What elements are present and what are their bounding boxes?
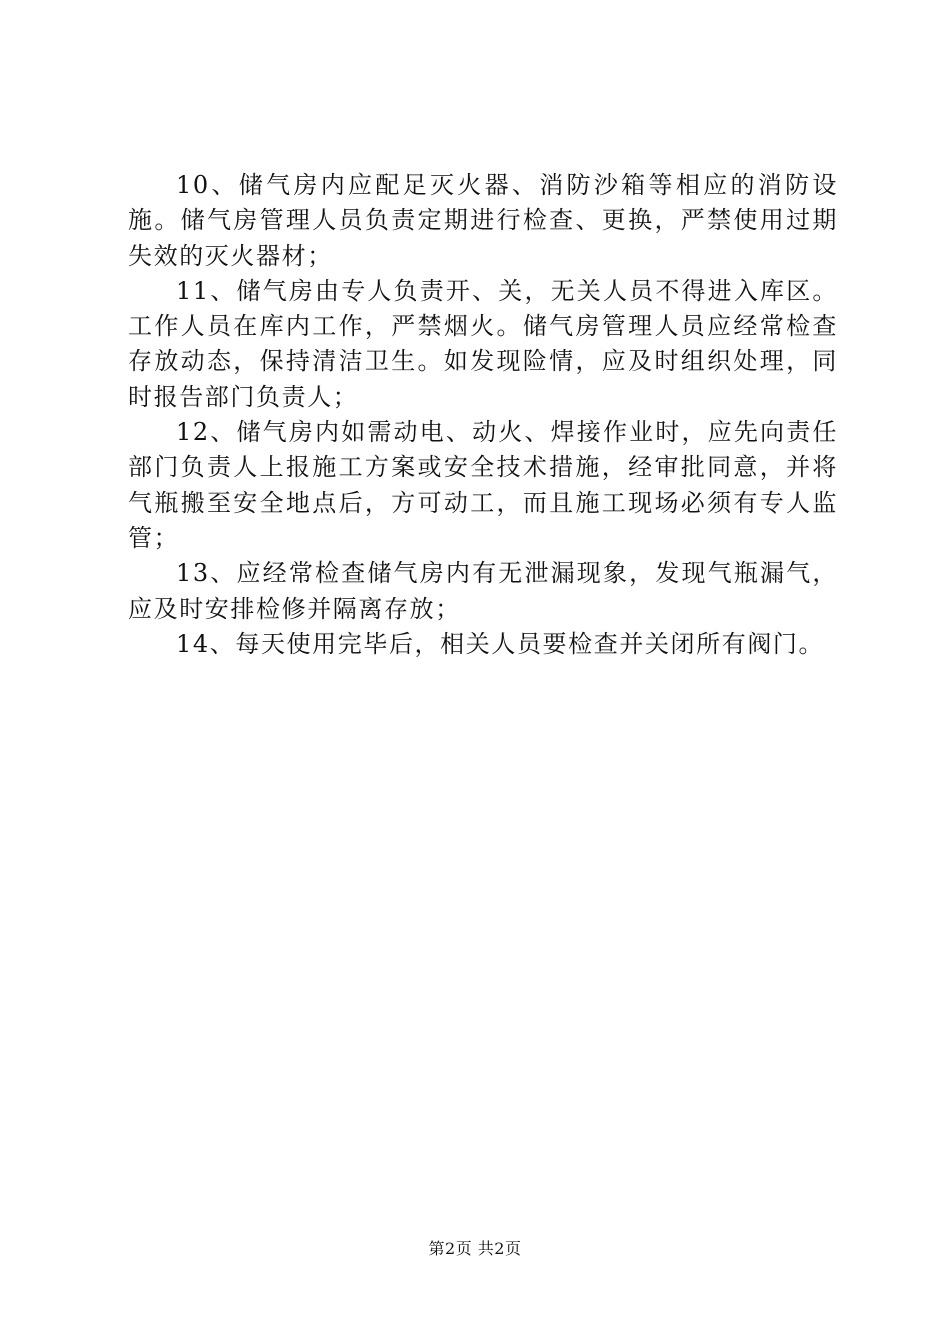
paragraph-item-11: 11、储气房由专人负责开、关，无关人员不得进入库区。工作人员在库内工作，严禁烟火。储气房管理人员应经常检查存放动态，保持清洁卫生。如发现险情，应及时组织处理，同时报告部门负责人；	[128, 276, 838, 411]
paragraph-item-12: 12、储气房内如需动电、动火、焊接作业时，应先向责任部门负责人上报施工方案或安全技术措施，经审批同意，并将气瓶搬至安全地点后，方可动工，而且施工现场必须有专人监管；	[128, 418, 838, 552]
document-body	[128, 168, 838, 662]
paragraph-item-14: 14、每天使用完毕后，相关人员要检查并关闭所有阀门。	[176, 629, 825, 658]
paragraph-item-10: 10、储气房内应配足灭火器、消防沙箱等相应的消防设施。储气房管理人员负责定期进行检查、更换，严禁使用过期失效的灭火器材；	[128, 171, 838, 270]
paragraph-item-13: 13、应经常检查储气房内有无泄漏现象，发现气瓶漏气，应及时安排检修并隔离存放；	[128, 559, 838, 623]
page-footer: 第2页 共2页	[428, 1239, 522, 1258]
